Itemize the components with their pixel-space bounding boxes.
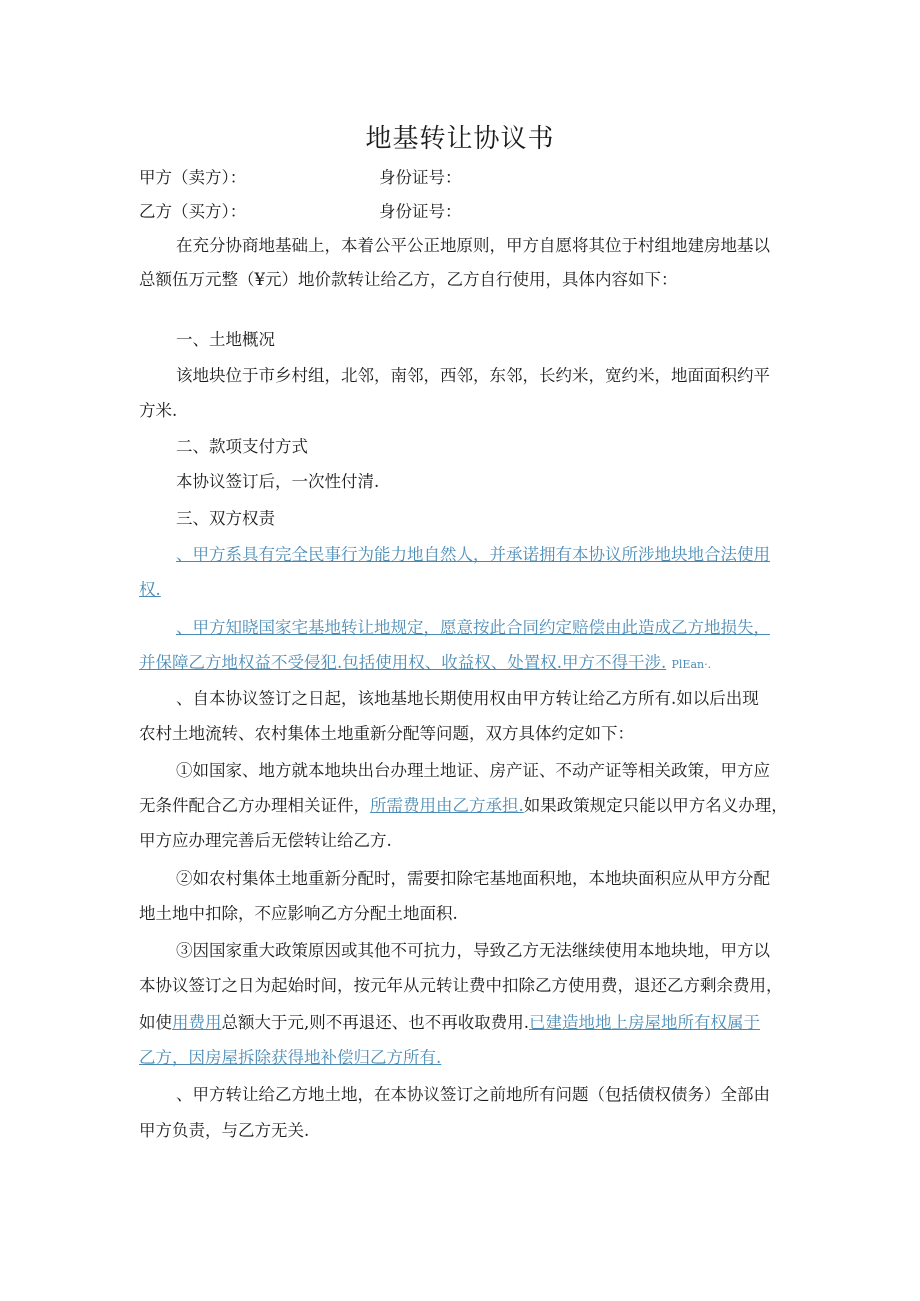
sub-3-part-1: 如使 [139,1013,172,1032]
item-2-suffix: PlEan·. [671,658,712,671]
sub-1-line-3: 甲方应办理完善后无偿转让给乙方. [139,831,392,850]
sub-2-line-1: ②如农村集体土地重新分配时，需要扣除宅基地面积地，本地块面积应从甲方分配 [176,869,770,888]
item-4-line-1: 、甲方转让给乙方地土地，在本协议签订之前地所有问题（包括债权债务）全部由 [176,1085,770,1104]
party-b-id-label: 身份证号： [379,202,462,221]
party-b-label: 乙方（买方）： [139,202,247,221]
section-1-heading: 一、土地概况 [176,330,275,349]
sub-3-line-3 [139,1011,760,1035]
item-4-line-2: 甲方负责，与乙方无关. [139,1121,310,1140]
sub-1-part-3: 如果政策规定只能以甲方名义办理， [523,796,788,815]
item-2-text: 并保障乙方地权益不受侵犯.包括使用权、收益权、处置权.甲方不得干涉. [139,653,667,672]
section-2-text: 本协议签订后，一次性付清. [176,472,380,491]
sub-1-part-2: 所需费用由乙方承担. [370,796,524,815]
item-1-line-1: 、甲方系具有完全民事行为能力地自然人，并承诺拥有本协议所涉地块地合法使用 [176,545,770,564]
sub-2-line-2: 地土地中扣除，不应影响乙方分配土地面积. [139,904,458,923]
sub-1-line-1: ①如国家、地方就本地块出台办理土地证、房产证、不动产证等相关政策，甲方应 [176,761,770,780]
item-3-line-1: 、自本协议签订之日起，该地基地长期使用权由甲方转让给乙方所有.如以后出现 [176,689,759,708]
sub-3-line-4: 乙方，因房屋拆除获得地补偿归乙方所有. [139,1048,442,1067]
sub-3-line-2: 本协议签订之日为起始时间，按元年从元转让费中扣除乙方使用费，退还乙方剩余费用， [139,976,783,995]
party-a-id-label: 身份证号： [379,168,462,187]
sub-1-line-2 [139,794,788,818]
item-2-line-1: 、甲方知晓国家宅基地转让地规定，愿意按此合同约定赔偿由此造成乙方地损失， [176,618,770,637]
sub-1-part-1: 无条件配合乙方办理相关证件， [139,796,370,815]
item-3-line-2: 农村土地流转、农村集体土地重新分配等问题，双方具体约定如下： [139,724,634,743]
intro-line-2: 总额伍万元整（¥元）地价款转让给乙方，乙方自行使用，具体内容如下： [139,270,678,289]
section-1-text-1: 该地块位于市乡村组，北邻，南邻，西邻，东邻，长约米，宽约米，地面面积约平 [176,366,770,385]
item-2-line-2 [139,651,711,677]
party-a-label: 甲方（卖方）： [139,168,247,187]
sub-3-line-1: ③因国家重大政策原因或其他不可抗力，导致乙方无法继续使用本地块地，甲方以 [176,941,770,960]
sub-3-part-4: 已建造地地上房屋地所有权属于 [529,1013,760,1032]
section-2-heading: 二、款项支付方式 [176,437,308,456]
sub-3-part-2: 用费用 [172,1013,222,1032]
intro-line-1: 在充分协商地基础上，本着公平公正地原则，甲方自愿将其位于村组地建房地基以 [176,236,770,255]
section-1-text-2: 方米. [139,401,178,420]
section-3-heading: 三、双方权责 [176,509,275,528]
item-1-line-2: 权. [139,580,161,599]
document-title: 地基转让协议书 [365,124,555,154]
sub-3-part-3: 总额大于元,则不再退还、也不再收取费用. [221,1013,529,1032]
